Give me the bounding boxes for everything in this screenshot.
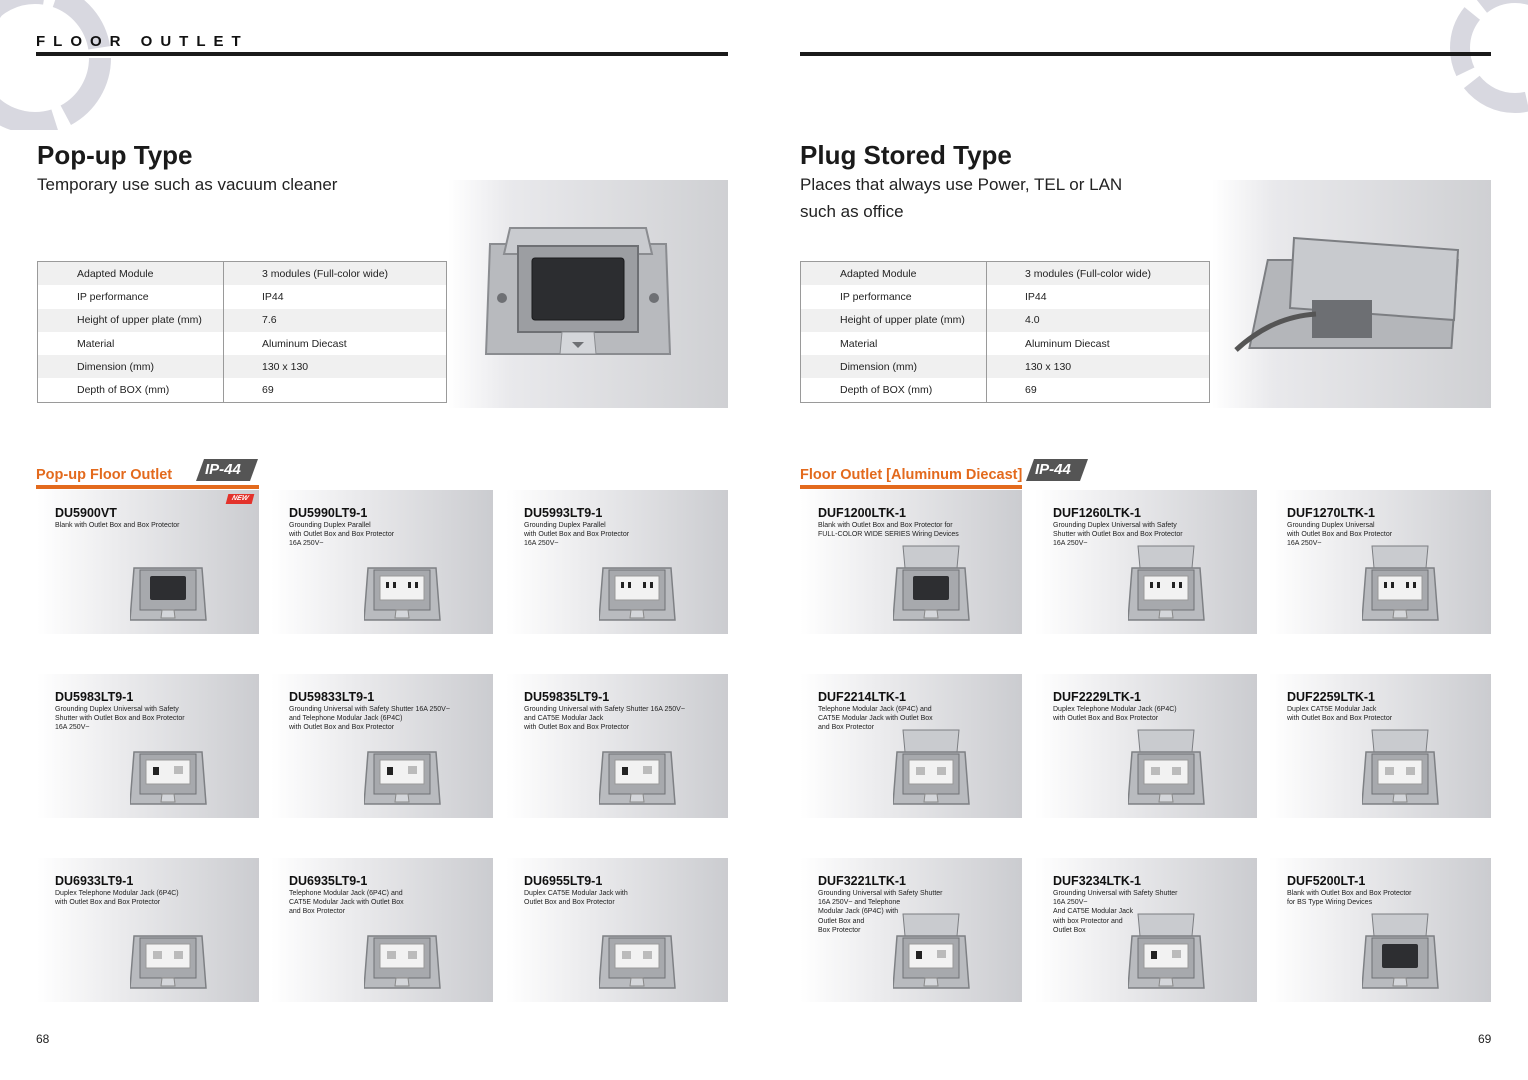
section-label-right: Floor Outlet [Aluminum Diecast] (800, 467, 1023, 483)
product-description: Grounding Universal with Safety Shutter 16A 250V~ And CAT5E Modular Jack with box Protector and Outlet Box (1053, 890, 1178, 934)
product-description: Grounding Duplex Universal with Safety Shutter with Outlet Box and Box Protector 16A 250V~ (55, 706, 185, 732)
product-model: DU5900VT (55, 506, 117, 520)
plugstored-combo-outlet-icon (893, 912, 973, 994)
spec-table-left (37, 261, 447, 403)
product-description: Blank with Outlet Box and Box Protector for BS Type Wiring Devices (1287, 890, 1412, 907)
ip-badge-right (1026, 459, 1086, 479)
product-card (271, 858, 493, 1002)
product-description: Grounding Universal with Safety Shutter 16A 250V~ and CAT5E Modular Jack with Outlet Box and Box Protector (524, 706, 685, 732)
hero-image-plugstored (1212, 180, 1491, 408)
spec-value: 4.0 (987, 309, 1210, 332)
page-title-right: Plug Stored Type (800, 140, 1012, 170)
section-label-left: Pop-up Floor Outlet (36, 467, 173, 483)
product-card (1035, 490, 1257, 634)
spec-value: 3 modules (Full-color wide) (224, 262, 447, 286)
spec-label: IP performance (801, 285, 987, 308)
product-model: DU59835LT9-1 (524, 690, 610, 704)
spec-label: Material (801, 332, 987, 355)
spec-value: 130 x 130 (987, 355, 1210, 378)
hero-image-popup (448, 180, 728, 408)
spec-value: 130 x 130 (224, 355, 447, 378)
product-description: Grounding Duplex Universal with Safety Shutter with Outlet Box and Box Protector 16A 250V~ (1053, 522, 1183, 548)
ip-badge-text: IP-44 (1035, 461, 1071, 478)
popup-combo-outlet-icon (599, 728, 679, 810)
corner-ring-right (1420, 0, 1528, 115)
page-subtitle-left: Temporary use such as vacuum cleaner (37, 175, 338, 194)
product-model: DUF2229LTK-1 (1053, 690, 1141, 704)
product-card (37, 674, 259, 818)
section-bar-left (36, 485, 259, 489)
page-number-left: 68 (36, 1032, 50, 1046)
spec-label: Dimension (mm) (801, 355, 987, 378)
section-bar-right (800, 485, 1022, 489)
product-card (506, 674, 728, 818)
spec-row (801, 262, 1210, 286)
product-model: DUF3234LTK-1 (1053, 874, 1141, 888)
popup-blank-outlet-icon (130, 544, 210, 626)
product-model: DUF1260LTK-1 (1053, 506, 1141, 520)
product-description: Grounding Duplex Universal with Outlet Box and Box Protector 16A 250V~ (1287, 522, 1393, 548)
spec-row (801, 285, 1210, 308)
product-card (37, 490, 259, 634)
page-subtitle-right: Places that always use Power, TEL or LAN such as office (800, 175, 1123, 221)
spec-row (801, 355, 1210, 378)
product-card (1269, 674, 1491, 818)
product-description: Grounding Universal with Safety Shutter 16A 250V~ and Telephone Modular Jack (6P4C) with Outlet Box and Box Protector (818, 890, 943, 934)
product-model: DU6935LT9-1 (289, 874, 368, 888)
plugstored-bs-outlet-icon (1362, 912, 1442, 994)
product-model: DU59833LT9-1 (289, 690, 375, 704)
popup-jack-outlet-icon (364, 912, 444, 994)
popup-duplex-outlet-icon (364, 544, 444, 626)
plugstored-jack-outlet-icon (1128, 728, 1208, 810)
spec-value: 69 (987, 378, 1210, 402)
page-number-right: 69 (1478, 1032, 1492, 1046)
plugstored-blank-outlet-icon (893, 544, 973, 626)
product-model: DU6933LT9-1 (55, 874, 134, 888)
product-card (506, 858, 728, 1002)
product-model: DUF3221LTK-1 (818, 874, 906, 888)
spec-value: IP44 (987, 285, 1210, 308)
product-model: DU5990LT9-1 (289, 506, 368, 520)
spec-label: Dimension (mm) (38, 355, 224, 378)
product-description: Duplex Telephone Modular Jack (6P4C) with Outlet Box and Box Protector (55, 890, 179, 907)
spec-row (38, 332, 447, 355)
popup-jack-outlet-icon (599, 912, 679, 994)
corner-ring-left (0, 0, 115, 130)
plugstored-duplex-outlet-icon (1362, 544, 1442, 626)
product-card (800, 858, 1022, 1002)
spec-row (38, 285, 447, 308)
product-model: DUF1200LTK-1 (818, 506, 906, 520)
spec-value: 69 (224, 378, 447, 402)
product-description: Duplex CAT5E Modular Jack with Outlet Box and Box Protector (524, 890, 628, 907)
product-model: DUF1270LTK-1 (1287, 506, 1375, 520)
product-card (37, 858, 259, 1002)
spec-row (801, 378, 1210, 402)
spec-label: Adapted Module (801, 262, 987, 286)
product-model: DUF2259LTK-1 (1287, 690, 1375, 704)
plugstored-floor-outlet-icon (1232, 230, 1472, 360)
spec-label: Material (38, 332, 224, 355)
spec-label: Height of upper plate (mm) (38, 309, 224, 332)
popup-duplex-outlet-icon (599, 544, 679, 626)
product-description: Telephone Modular Jack (6P4C) and CAT5E Modular Jack with Outlet Box and Box Protector (289, 890, 404, 916)
new-badge: NEW (226, 494, 255, 504)
spec-row (38, 262, 447, 286)
product-description: Blank with Outlet Box and Box Protector for FULL-COLOR WIDE SERIES Wiring Devices (818, 522, 959, 539)
product-description: Telephone Modular Jack (6P4C) and CAT5E Modular Jack with Outlet Box and Box Protector (818, 706, 933, 732)
spec-row (801, 332, 1210, 355)
product-model: DUF5200LT-1 (1287, 874, 1366, 888)
popup-jack-outlet-icon (130, 912, 210, 994)
product-model: DUF2214LTK-1 (818, 690, 906, 704)
header-title: FLOOR OUTLET (36, 33, 249, 50)
plugstored-jack-outlet-icon (1362, 728, 1442, 810)
spec-label: Depth of BOX (mm) (801, 378, 987, 402)
product-description: Duplex Telephone Modular Jack (6P4C) with Outlet Box and Box Protector (1053, 706, 1177, 723)
product-description: Duplex CAT5E Modular Jack with Outlet Box and Box Protector (1287, 706, 1393, 723)
product-model: DU5983LT9-1 (55, 690, 134, 704)
header-rule-right (800, 52, 1491, 56)
product-card (800, 490, 1022, 634)
product-card (1269, 490, 1491, 634)
product-model: DU6955LT9-1 (524, 874, 603, 888)
product-card (506, 490, 728, 634)
popup-universal-outlet-icon (130, 728, 210, 810)
popup-floor-outlet-icon (480, 224, 676, 364)
product-card (800, 674, 1022, 818)
spec-label: IP performance (38, 285, 224, 308)
spec-label: Adapted Module (38, 262, 224, 286)
spec-value: 3 modules (Full-color wide) (987, 262, 1210, 286)
product-description: Blank with Outlet Box and Box Protector (55, 522, 180, 529)
spec-row (38, 309, 447, 332)
plugstored-combo-outlet-icon (1128, 912, 1208, 994)
spec-value: Aluminum Diecast (224, 332, 447, 355)
product-description: Grounding Universal with Safety Shutter 16A 250V~ and Telephone Modular Jack (6P4C) with Outlet Box and Box Protector (289, 706, 450, 732)
product-card (1035, 858, 1257, 1002)
spec-row (801, 309, 1210, 332)
plugstored-duplex-outlet-icon (1128, 544, 1208, 626)
product-card (271, 674, 493, 818)
product-model: DU5993LT9-1 (524, 506, 603, 520)
ip-badge-left (196, 459, 256, 479)
product-description: Grounding Duplex Parallel with Outlet Box and Box Protector 16A 250V~ (289, 522, 395, 548)
page-title-left: Pop-up Type (37, 140, 193, 170)
product-card (271, 490, 493, 634)
spec-label: Height of upper plate (mm) (801, 309, 987, 332)
spec-value: 7.6 (224, 309, 447, 332)
spec-value: IP44 (224, 285, 447, 308)
product-card (1269, 858, 1491, 1002)
ip-badge-text: IP-44 (205, 461, 241, 478)
header-rule-left (36, 52, 728, 56)
spec-row (38, 378, 447, 402)
product-card (1035, 674, 1257, 818)
popup-combo-outlet-icon (364, 728, 444, 810)
spec-value: Aluminum Diecast (987, 332, 1210, 355)
spec-row (38, 355, 447, 378)
spec-table-right (800, 261, 1210, 403)
spec-label: Depth of BOX (mm) (38, 378, 224, 402)
product-description: Grounding Duplex Parallel with Outlet Box and Box Protector 16A 250V~ (524, 522, 630, 548)
plugstored-jack-outlet-icon (893, 728, 973, 810)
